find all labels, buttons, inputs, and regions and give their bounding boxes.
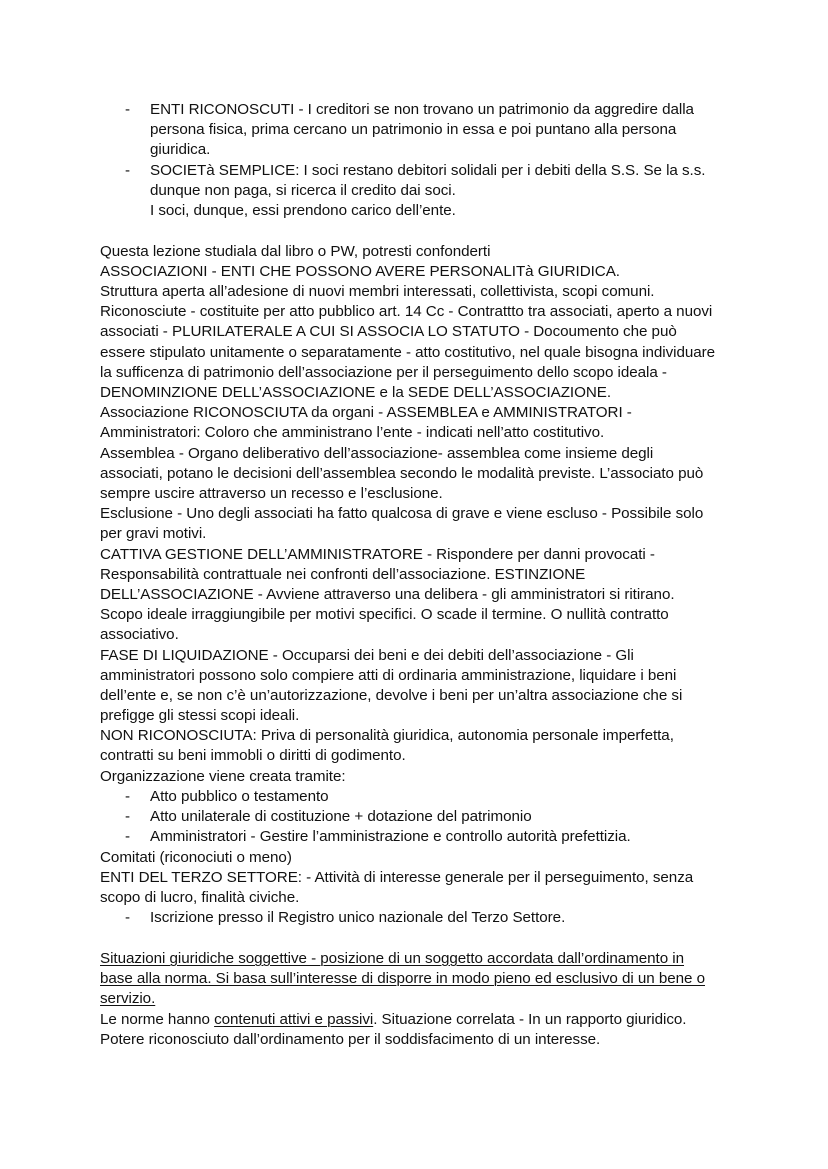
text-line: ENTI DEL TERZO SETTORE: - Attività di interesse generale per il perseguimento, senza xyxy=(100,869,694,886)
text-line: dell’ente e, se non c’è un’autorizzazione, devolve i beni per un’altra associazione che si xyxy=(100,687,683,704)
text-line: scopo di lucro, finalità civiche. xyxy=(100,889,300,906)
underlined-phrase: contenuti attivi e passivi xyxy=(214,1011,374,1028)
text-line: ASSOCIAZIONI - ENTI CHE POSSONO AVERE PERSONALITà GIURIDICA. xyxy=(100,263,620,280)
bullet-dash: - xyxy=(125,909,131,926)
text-line: essere stipulato unitamente o separatamente - atto costitutivo, nel quale bisogna individuare xyxy=(100,344,716,361)
text-line: base alla norma. Si basa sull’interesse di disporre in modo pieno ed esclusivo di un bene o xyxy=(100,970,705,987)
text-line: associati - PLURILATERALE A CUI SI ASSOCIA LO STATUTO - Docoumento che può xyxy=(100,323,677,340)
text-line: associati, potano le decisioni dell’assemblea secondo le modalità previste. L’associato può xyxy=(100,465,704,482)
list-item-line: Amministratori - Gestire l’amministrazione e controllo autorità prefettizia. xyxy=(150,828,631,845)
text-line: Responsabilità contrattuale nei confronti dell’associazione. ESTINZIONE xyxy=(100,566,586,583)
text-line: FASE DI LIQUIDAZIONE - Occuparsi dei beni e dei debiti dell’associazione - Gli xyxy=(100,647,634,664)
text-line: prefigge gli stessi scopi ideali. xyxy=(100,707,300,724)
text-line: Assemblea - Organo deliberativo dell’associazione- assemblea come insieme degli xyxy=(100,445,654,462)
text-line: DELL’ASSOCIAZIONE - Avviene attraverso una delibera - gli amministratori si ritirano. xyxy=(100,586,675,603)
list-item-line: ENTI RICONOSCUTI - I creditori se non trovano un patrimonio da aggredire dalla xyxy=(150,101,694,118)
text-line: sempre uscire attraverso un recesso e l’esclusione. xyxy=(100,485,443,502)
list-item-line: dunque non paga, si ricerca il credito dai soci. xyxy=(150,182,456,199)
text-line: Questa lezione studiala dal libro o PW, potresti confonderti xyxy=(100,243,491,260)
list-item-line: I soci, dunque, essi prendono carico dell’ente. xyxy=(150,202,456,219)
text-line: Esclusione - Uno degli associati ha fatto qualcosa di grave e viene escluso - Possibile solo xyxy=(100,505,704,522)
text-line: Scopo ideale irraggiungibile per motivi specifici. O scade il termine. O nullità contratto xyxy=(100,606,669,623)
text-line: Riconosciute - costituite per atto pubblico art. 14 Cc - Contrattto tra associati, aperto a nuovi xyxy=(100,303,713,320)
bullet-dash: - xyxy=(125,828,131,845)
bullet-dash: - xyxy=(125,808,131,825)
bullet-dash: - xyxy=(125,788,131,805)
list-item-line: giuridica. xyxy=(150,141,211,158)
text-line: Potere riconosciuto dall’ordinamento per il soddisfacimento di un interesse. xyxy=(100,1031,601,1048)
list-item-line: SOCIETà SEMPLICE: I soci restano debitori solidali per i debiti della S.S. Se la s.s. xyxy=(150,162,706,179)
text-line: per gravi motivi. xyxy=(100,525,207,542)
bullet-dash: - xyxy=(125,101,131,118)
text-line: Situazioni giuridiche soggettive - posizione di un soggetto accordata dall’ordinamento in xyxy=(100,950,685,967)
text-line: NON RICONOSCIUTA: Priva di personalità giuridica, autonomia personale imperfetta, xyxy=(100,727,674,744)
text-line: Comitati (riconociuti o meno) xyxy=(100,849,292,866)
text-line: associativo. xyxy=(100,626,179,643)
text-line: contratti su beni immobli o diritti di godimento. xyxy=(100,747,406,764)
text-line: Organizzazione viene creata tramite: xyxy=(100,768,346,785)
text-line: DENOMINZIONE DELL’ASSOCIAZIONE e la SEDE DELL’ASSOCIAZIONE. xyxy=(100,384,612,401)
text-segment: . Situazione correlata - In un rapporto giuridico. xyxy=(373,1011,687,1028)
text-line: Struttura aperta all’adesione di nuovi membri interessati, collettivista, scopi comuni. xyxy=(100,283,655,300)
list-item-line: persona fisica, prima cercano un patrimonio in essa e poi puntano alla persona xyxy=(150,121,677,138)
list-item-line: Atto unilaterale di costituzione + dotazione del patrimonio xyxy=(150,808,532,825)
text-line: amministratori possono solo compiere atti di ordinaria amministrazione, liquidare i beni xyxy=(100,667,677,684)
text-line xyxy=(100,1010,686,1030)
text-segment: Le norme hanno xyxy=(100,1011,215,1028)
text-line: Associazione RICONOSCIUTA da organi - ASSEMBLEA e AMMINISTRATORI - xyxy=(100,404,632,421)
text-line: Amministratori: Coloro che amministrano l’ente - indicati nell’atto costitutivo. xyxy=(100,424,605,441)
list-item-line: Iscrizione presso il Registro unico nazionale del Terzo Settore. xyxy=(150,909,566,926)
text-line: la sufficenza di patrimonio dell’associazione per il perseguimento dello scopo ideala - xyxy=(100,364,667,381)
text-line: CATTIVA GESTIONE DELL’AMMINISTRATORE - Rispondere per danni provocati - xyxy=(100,546,655,563)
bullet-dash: - xyxy=(125,162,131,179)
text-line: servizio. xyxy=(100,990,156,1007)
list-item-line: Atto pubblico o testamento xyxy=(150,788,329,805)
